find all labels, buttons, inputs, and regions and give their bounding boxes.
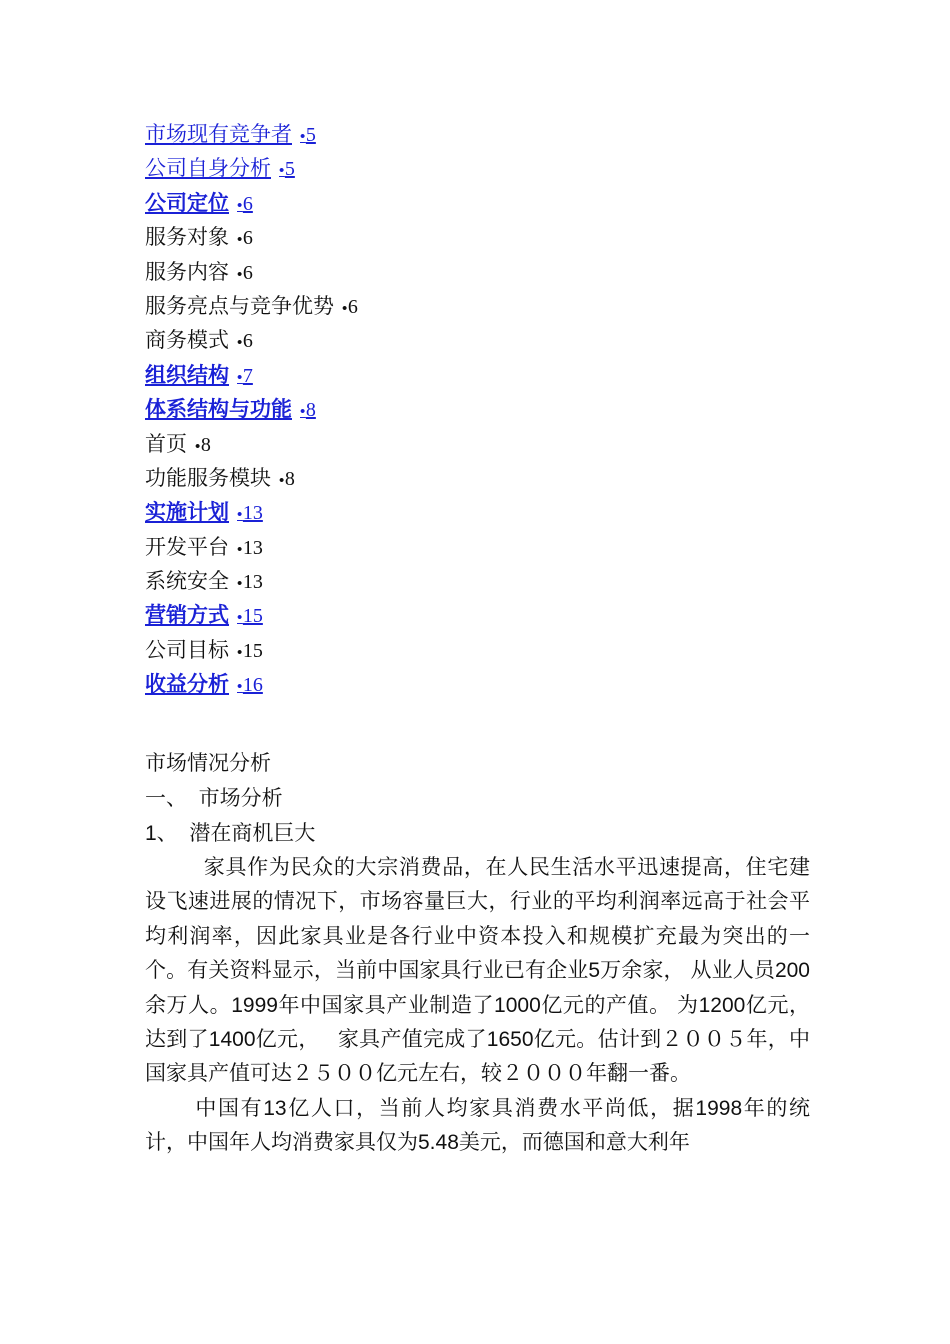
toc-page-number: 13 [242, 571, 263, 594]
toc-entry[interactable] [145, 187, 785, 221]
toc-entry-label: 营销方式 [145, 604, 229, 628]
toc-entry[interactable] [145, 668, 785, 702]
toc-entry-label: 公司定位 [145, 191, 229, 215]
toc-entry-label: 收益分析 [145, 673, 229, 697]
toc-dot-leader: • [237, 335, 243, 352]
toc-entry [145, 531, 785, 565]
document-body [145, 746, 828, 1161]
toc-dot-leader: • [342, 300, 348, 317]
toc-entry [145, 221, 785, 255]
toc-entry[interactable] [145, 496, 785, 530]
table-of-contents [145, 118, 785, 703]
toc-page-number: 6 [242, 330, 253, 353]
toc-entry[interactable] [145, 152, 785, 186]
toc-entry[interactable] [145, 118, 785, 152]
toc-entry [145, 462, 785, 496]
toc-entry[interactable] [145, 359, 785, 393]
toc-page-number: 6 [242, 227, 253, 250]
toc-entry-label: 商务模式 [145, 329, 229, 353]
section-title: 市场情况分析 [145, 752, 271, 775]
toc-entry-label: 系统安全 [145, 570, 229, 594]
toc-page-number: 5 [284, 158, 295, 181]
toc-entry-label: 服务亮点与竞争优势 [145, 294, 334, 318]
toc-entry-label: 组织结构 [145, 363, 229, 387]
heading-business-opportunity: 1、 潜在商机巨大 [145, 822, 316, 845]
toc-dot-leader: • [279, 163, 285, 180]
toc-entry [145, 290, 785, 324]
toc-entry [145, 256, 785, 290]
toc-page-number: 13 [242, 536, 263, 559]
toc-dot-leader: • [300, 129, 306, 145]
toc-dot-leader: • [237, 197, 243, 214]
toc-entry [145, 428, 785, 462]
toc-entry-label: 公司自身分析 [145, 157, 271, 181]
toc-dot-leader: • [237, 266, 243, 283]
toc-entry-label: 公司目标 [145, 638, 229, 662]
toc-dot-leader: • [237, 610, 243, 627]
toc-dot-leader: • [237, 644, 243, 661]
toc-page-number: 7 [242, 364, 253, 387]
toc-entry-label: 服务内容 [145, 260, 229, 284]
toc-entry[interactable] [145, 599, 785, 633]
toc-entry-label: 体系结构与功能 [145, 398, 292, 422]
toc-entry-label: 实施计划 [145, 501, 229, 525]
toc-entry [145, 565, 785, 599]
toc-dot-leader: • [237, 369, 243, 386]
toc-dot-leader: • [195, 438, 201, 455]
toc-page-number: 15 [242, 639, 263, 662]
toc-page-number: 6 [242, 261, 253, 284]
toc-page-number: 15 [242, 605, 263, 628]
toc-entry-label: 首页 [145, 432, 187, 456]
toc-dot-leader: • [279, 472, 285, 489]
toc-entry-label: 开发平台 [145, 535, 229, 559]
toc-page-number: 8 [284, 467, 295, 490]
toc-entry [145, 324, 785, 358]
body-paragraph: 中国有13亿人口，当前人均家具消费水平尚低，据1998年的统计，中国年人均消费家具仅为5.48美元，而德国和意大利年 [145, 1096, 810, 1155]
toc-dot-leader: • [237, 679, 243, 696]
toc-page-number: 16 [242, 674, 263, 697]
toc-dot-leader: • [300, 404, 306, 421]
toc-page-number: 8 [200, 433, 211, 456]
toc-dot-leader: • [237, 541, 243, 558]
toc-page-number: 6 [347, 295, 358, 318]
toc-page-number: 6 [242, 192, 253, 215]
toc-dot-leader: • [237, 507, 243, 524]
body-paragraph: 家具作为民众的大宗消费品，在人民生活水平迅速提高，住宅建设飞速进展的情况下，市场容量巨大，行业的平均利润率远高于社会平均利润率，因此家具业是各行业中资本投入和规模扩充最为突出的一个。有关资料显示，当前中国家具行业已有企业5万余家， 从业人员200余万人。1999年中国家具产业制造了1000亿元的产值。 为1200亿元， 达到了1400亿元， 家具产值完成了1650亿元。估计到２００５年，中国家具产值可达２５００亿元左右，较２０００年翻一番。 [145, 856, 828, 1086]
toc-dot-leader: • [237, 576, 243, 593]
toc-dot-leader: • [237, 232, 243, 249]
toc-entry[interactable] [145, 393, 785, 427]
toc-entry [145, 634, 785, 668]
toc-entry-label: 市场现有竞争者 [145, 123, 292, 146]
toc-entry-label: 服务对象 [145, 226, 229, 250]
toc-page-number: 13 [242, 502, 263, 525]
heading-market-analysis: 一、 市场分析 [145, 787, 283, 810]
toc-entry-label: 功能服务模块 [145, 466, 271, 490]
toc-page-number: 5 [305, 124, 316, 146]
toc-page-number: 8 [305, 399, 316, 422]
